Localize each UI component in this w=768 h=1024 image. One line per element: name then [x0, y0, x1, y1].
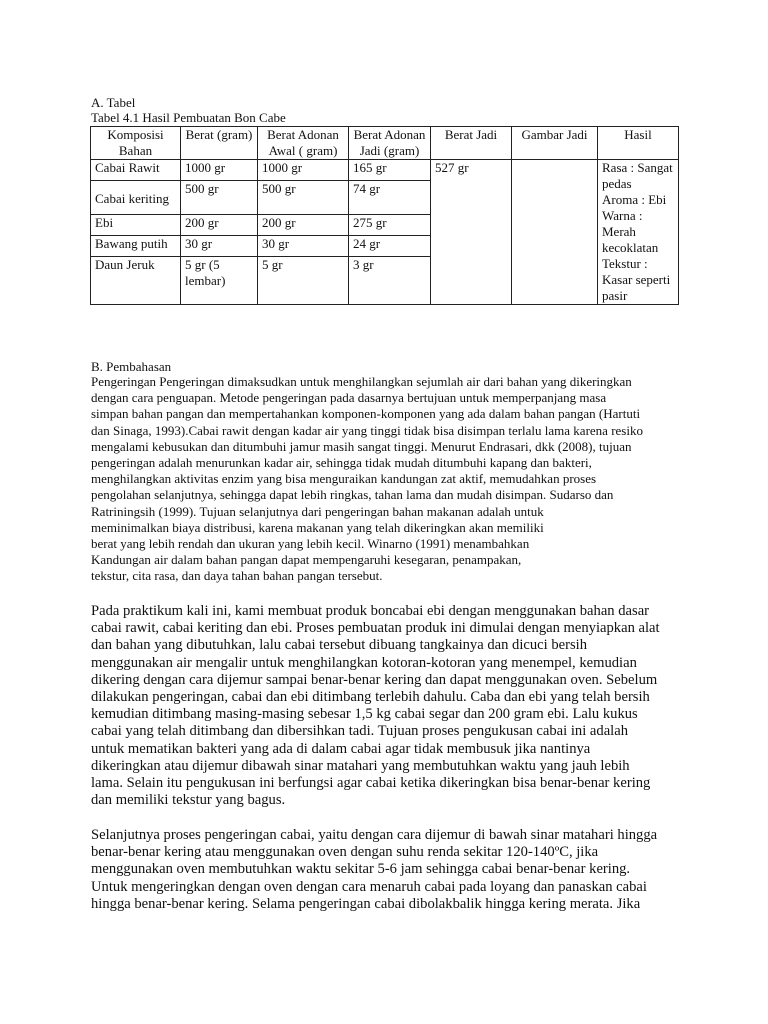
- cell-berat: 500 gr: [181, 181, 258, 215]
- text-line: tekstur, cita rasa, dan daya tahan bahan pangan tersebut.: [91, 568, 383, 584]
- header-berat: Berat (gram): [181, 127, 258, 160]
- table-row: [91, 160, 679, 181]
- hasil-tekstur: Tekstur : Kasar seperti pasir: [602, 256, 671, 303]
- cell-bahan: Ebi: [91, 214, 181, 235]
- text-line: mengalami kebusukan dan ditumbuhi jamur masih sangat tinggi. Menurut Endrasari, dkk (2008), tujuan: [91, 438, 632, 454]
- text-line: pengolahan selanjutnya, sehingga dapat lebih ringkas, tahan lama dan mudah disimpan. Sudarso dan: [91, 487, 614, 503]
- text-line: dan memiliki tekstur yang bagus.: [91, 792, 286, 809]
- text-line: menghilangkan aktivitas enzim yang bisa menguraikan kandungan zat aktif, memudahkan proses: [91, 471, 597, 487]
- cell-gambar-jadi: [512, 160, 598, 305]
- text-line: benar-benar kering atau menggunakan oven dengan suhu renda sekitar 120-140ºC, jika: [91, 844, 599, 861]
- text-line: lama. Selain itu pengukusan ini berfungsi agar cabai ketika dikeringkan bisa benar-benar kering: [91, 775, 651, 792]
- text-line: pengeringan adalah menurunkan kadar air, sehingga tidak mudah ditumbuhi kapang dan bakteri,: [91, 455, 592, 471]
- cell-awal: 1000 gr: [258, 160, 349, 181]
- cell-awal: 200 gr: [258, 214, 349, 235]
- cell-awal: 30 gr: [258, 235, 349, 256]
- text-line: Ratriningsih (1999). Tujuan selanjutnya dari pengeringan bahan makanan adalah untuk: [91, 503, 544, 519]
- text-line: meminimalkan biaya distribusi, karena makanan yang telah dikeringkan akan memiliki: [91, 519, 544, 535]
- section-b-title: B. Pembahasan: [91, 359, 172, 374]
- paragraph-pengeringan: [91, 374, 643, 585]
- cell-hasil: [598, 160, 679, 305]
- hasil-warna: Warna : Merah kecoklatan: [602, 208, 659, 255]
- text-line: Selanjutnya proses pengeringan cabai, yaitu dengan cara dijemur di bawah sinar matahari hingga: [91, 827, 658, 843]
- text-line: menggunakan air mengalir untuk menghilangkan kotoran-kotoran yang menempel, kemudian: [91, 654, 637, 671]
- paragraph-selanjutnya: [91, 827, 657, 913]
- text-line: menggunakan oven membutuhkan waktu sekitar 5-6 jam sehingga cabai benar-benar kering.: [91, 861, 631, 878]
- header-berat-adonan-awal: Berat Adonan Awal ( gram): [258, 127, 349, 160]
- text-line: hingga benar-benar kering. Selama pengeringan cabai dibolakbalik hingga kering merata. Jika: [91, 895, 641, 912]
- text-line: Pada praktikum kali ini, kami membuat produk boncabai ebi dengan menggunakan bahan dasar: [91, 603, 650, 619]
- cell-awal: 5 gr: [258, 257, 349, 305]
- hasil-aroma: Aroma : Ebi: [602, 192, 667, 207]
- paragraph-praktikum: [91, 603, 660, 809]
- text-line: Untuk mengeringkan dengan oven dengan cara menaruh cabai pada loyang dan panaskan cabai: [91, 878, 647, 895]
- header-gambar-jadi: Gambar Jadi: [512, 127, 598, 160]
- cell-berat: 5 gr (5 lembar): [181, 257, 258, 305]
- cell-jadi: 3 gr: [349, 257, 431, 305]
- cell-bahan: Cabai Rawit: [91, 160, 181, 181]
- text-line: cabai yang telah ditimbang dan dibersihkan tadi. Tujuan proses pengukusan cabai ini adalah: [91, 723, 628, 740]
- section-a-title: A. Tabel: [91, 95, 136, 110]
- cell-berat: 1000 gr: [181, 160, 258, 181]
- cell-awal: 500 gr: [258, 181, 349, 215]
- text-line: dengan cara penguapan. Metode pengeringan pada dasarnya bertujuan untuk memperpanjang masa: [91, 390, 607, 406]
- header-berat-adonan-jadi: Berat Adonan Jadi (gram): [349, 127, 431, 160]
- cell-bahan: Daun Jeruk: [91, 257, 181, 305]
- cell-berat: 30 gr: [181, 235, 258, 256]
- text-line: dikeringkan atau dijemur dibawah sinar matahari yang membutuhkan waktu yang jauh lebih: [91, 757, 630, 774]
- text-line: kemudian ditimbang masing-masing sebesar 1,5 kg cabai segar dan 200 gram ebi. Lalu kukus: [91, 706, 638, 723]
- cell-jadi: 275 gr: [349, 214, 431, 235]
- header-komposisi: Komposisi Bahan: [91, 127, 181, 160]
- table-caption: Tabel 4.1 Hasil Pembuatan Bon Cabe: [91, 110, 286, 125]
- cell-berat-jadi-total: 527 gr: [431, 160, 512, 305]
- text-line: dan bahan yang dibutuhkan, lalu cabai tersebut dibuang tangkainya dan dicuci bersih: [91, 637, 588, 654]
- bon-cabe-table: [90, 126, 679, 305]
- header-berat-jadi: Berat Jadi: [431, 127, 512, 160]
- text-line: berat yang lebih rendah dan ukuran yang lebih kecil. Winarno (1991) menambahkan: [91, 536, 530, 552]
- text-line: Kandungan air dalam bahan pangan dapat mempengaruhi kesegaran, penampakan,: [91, 552, 522, 568]
- cell-bahan: Bawang putih: [91, 235, 181, 256]
- cell-jadi: 74 gr: [349, 181, 431, 215]
- header-hasil: Hasil: [598, 127, 679, 160]
- text-line: dikering dengan cara dijemur sampai benar-benar kering dan dapat menggunakan oven. Sebelum: [91, 671, 658, 688]
- text-line: Pengeringan Pengeringan dimaksudkan untuk menghilangkan sejumlah air dari bahan yang dikeringkan: [91, 374, 632, 389]
- table-header-row: [91, 127, 679, 160]
- cell-berat: 200 gr: [181, 214, 258, 235]
- text-line: simpan bahan pangan dan mempertahankan komponen-komponen yang ada dalam bahan pangan (Hartuti: [91, 406, 641, 422]
- hasil-rasa: Rasa : Sangat pedas: [602, 160, 673, 191]
- cell-jadi: 24 gr: [349, 235, 431, 256]
- text-line: cabai rawit, cabai keriting dan ebi. Proses pembuatan produk ini dimulai dengan menyiapkan alat: [91, 620, 660, 637]
- text-line: dan Sinaga, 1993).Cabai rawit dengan kadar air yang tinggi tidak bisa disimpan terlalu lama karena resiko: [91, 422, 643, 438]
- text-line: untuk mematikan bakteri yang ada di dalam cabai agar tidak membusuk jika nantinya: [91, 740, 591, 757]
- cell-bahan: Cabai keriting: [91, 181, 181, 215]
- text-line: dilakukan pengeringan, cabai dan ebi ditimbang terlebih dahulu. Caba dan ebi yang telah bersih: [91, 689, 650, 706]
- cell-jadi: 165 gr: [349, 160, 431, 181]
